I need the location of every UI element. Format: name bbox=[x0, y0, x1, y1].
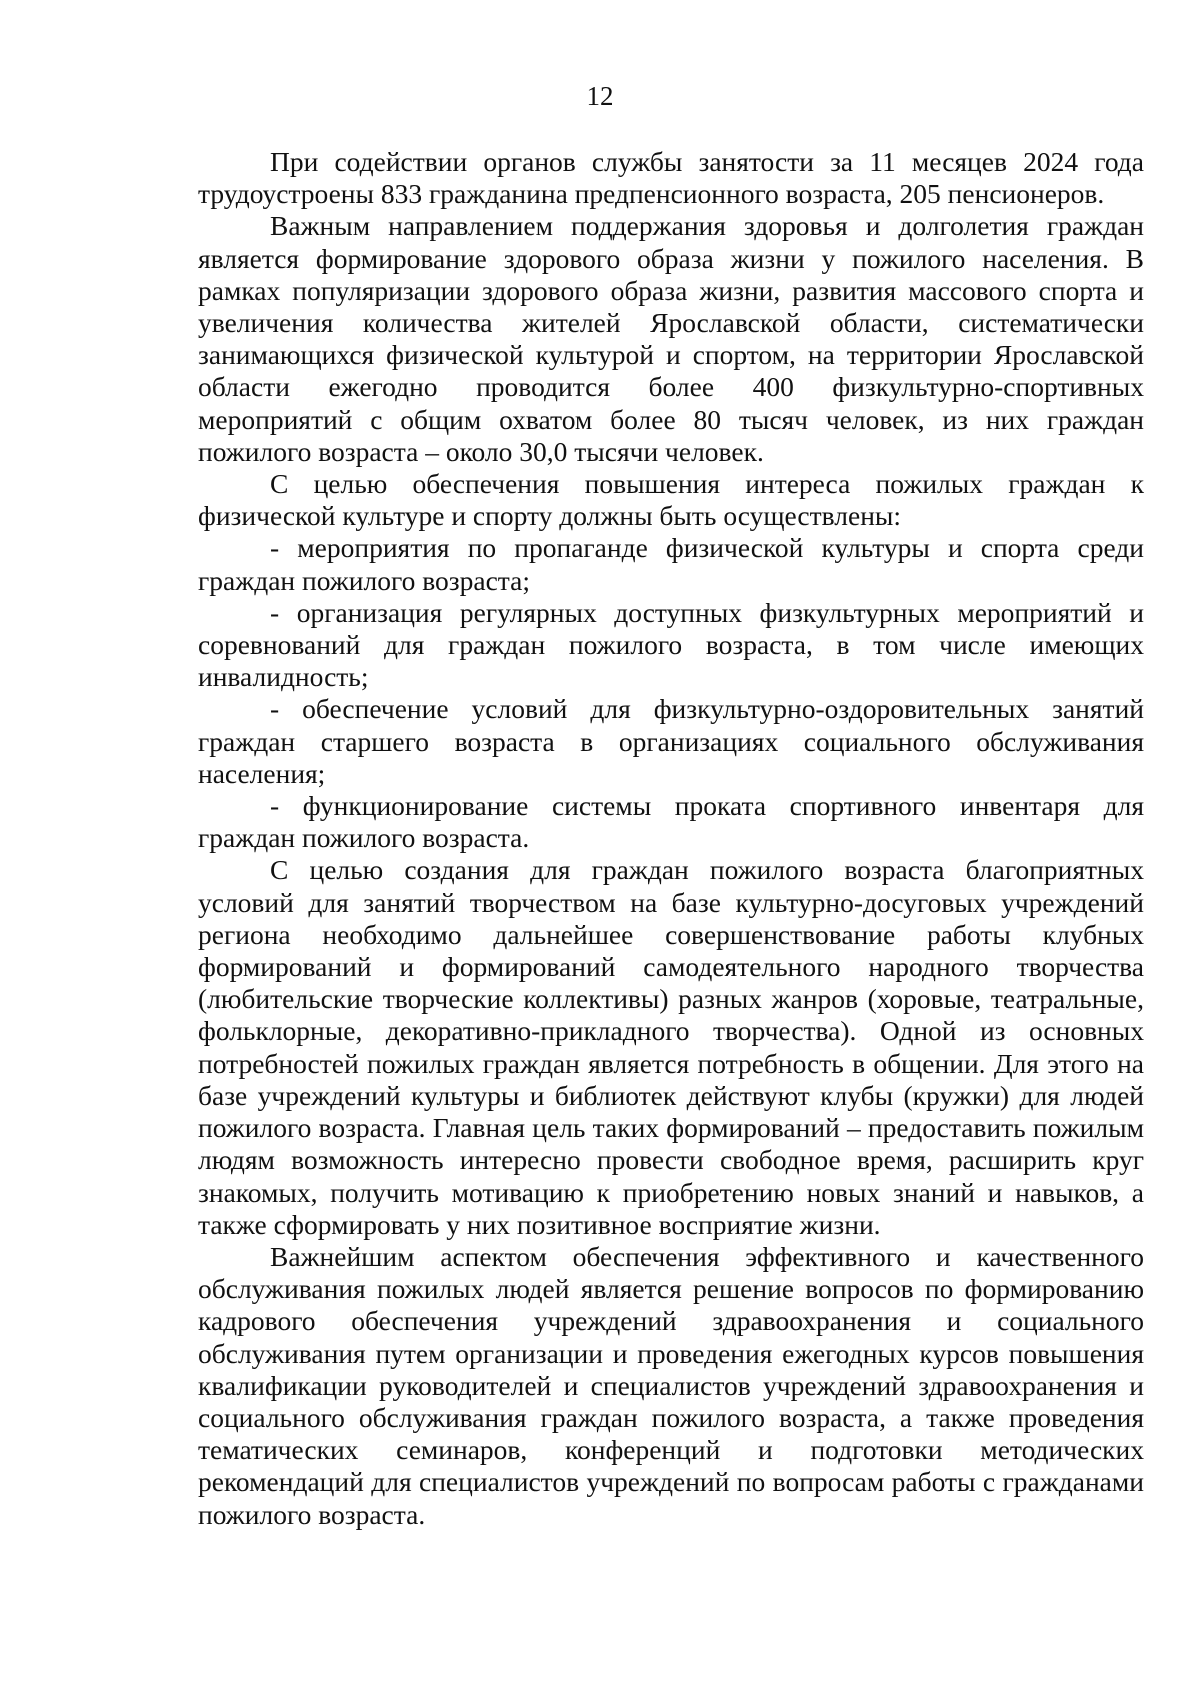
list-item-equipment-rental: - функционирование системы проката спортивного инвентаря для граждан пожилого возраста. bbox=[198, 790, 1144, 854]
paragraph-creative-activities: С целью создания для граждан пожилого возраста благоприятных условий для занятий творчеством на базе культурно-досуговых учреждений региона необходимо дальнейшее совершенствование работы клубных формирований и формирований самодеятельного народного творчества (любительские творческие коллективы) разных жанров (хоровые, театральные, фольклорные, декоративно-прикладного творчества). Одной из основных потребностей пожилых граждан является потребность в общении. Для этого на базе учреждений культуры и библиотек действуют клубы (кружки) для людей пожилого возраста. Главная цель таких формирований – предоставить пожилым людям возможность интересно провести свободное время, расширить круг знакомых, получить мотивацию к приобретению новых знаний и навыков, а также сформировать у них позитивное восприятие жизни. bbox=[198, 854, 1144, 1240]
paragraph-healthy-lifestyle: Важным направлением поддержания здоровья и долголетия граждан является формирование здорового образа жизни у пожилого населения. В рамках популяризации здорового образа жизни, развития массового спорта и увеличения количества жителей Ярославской области, систематически занимающихся физической культурой и спортом, на территории Ярославской области ежегодно проводится более 400 физкультурно-спортивных мероприятий с общим охватом более 80 тысяч человек, из них граждан пожилого возраста – около 30,0 тысячи человек. bbox=[198, 210, 1144, 467]
list-item-sport-events: - организация регулярных доступных физкультурных мероприятий и соревнований для граждан пожилого возраста, в том числе имеющих инвалидность; bbox=[198, 596, 1144, 693]
document-body bbox=[198, 146, 1144, 1531]
paragraph-sport-interest: С целью обеспечения повышения интереса пожилых граждан к физической культуре и спорту должны быть осуществлены: bbox=[198, 468, 1144, 532]
page-number: 12 bbox=[586, 81, 614, 111]
paragraph-employment: При содействии органов службы занятости за 11 месяцев 2024 года трудоустроены 833 гражданина предпенсионного возраста, 205 пенсионеров. bbox=[198, 146, 1144, 210]
list-item-sport-promotion: - мероприятия по пропаганде физической культуры и спорта среди граждан пожилого возраста; bbox=[198, 532, 1144, 596]
list-item-fitness-conditions: - обеспечение условий для физкультурно-оздоровительных занятий граждан старшего возраста в организациях социального обслуживания населения; bbox=[198, 693, 1144, 789]
paragraph-staff-training: Важнейшим аспектом обеспечения эффективного и качественного обслуживания пожилых людей является решение вопросов по формированию кадрового обеспечения учреждений здравоохранения и социального обслуживания путем организации и проведения ежегодных курсов повышения квалификации руководителей и специалистов учреждений здравоохранения и социального обслуживания граждан пожилого возраста, а также проведения тематических семинаров, конференций и подготовки методических рекомендаций для специалистов учреждений по вопросам работы с гражданами пожилого возраста. bbox=[198, 1240, 1144, 1530]
